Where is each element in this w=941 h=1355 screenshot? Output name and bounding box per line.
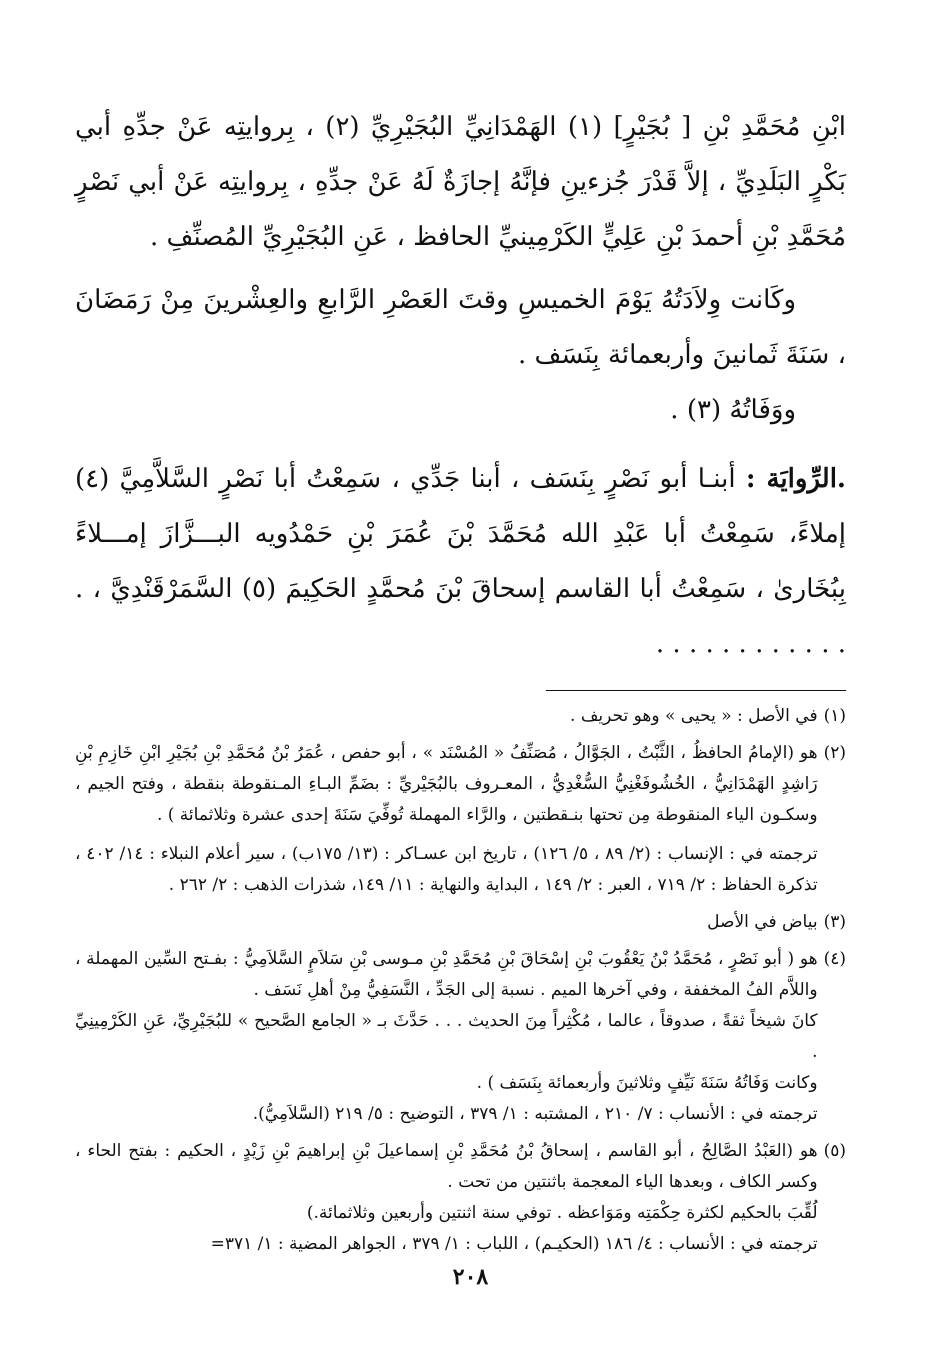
footnote-text: كانَ شيخاً ثقةً ، صدوقاً ، عالما ، مُكْثِراً مِنَ الحديث . . . حَدَّثَ بـ « الجامع الصَّحيح » للبُجَيْرِيِّ، عَنِ الكَرْمِينِيِّ . [75,1011,818,1062]
footnote-text: لُقِّبَ بالحكيم لكثرة حِكْمَتِه ومَوَاعظه . توفي سنة اثنتين وأربعين وثلاثمائة.) [306,1203,818,1223]
footnote-sources: ترجمته في : الأنساب : ٧/ ٢١٠ ، المشتبه : ١/ ٣٧٩ ، التوضيح : ٥/ ٢١٩ (السَّلاَمِيُّ). [252,1104,818,1124]
main-paragraph-1: ابْنِ مُحَمَّدِ بْنِ [ بُجَيْرٍ] (١) الهَمْدَانِيِّ البُجَيْرِيِّ (٢) ، بِروايتِه عَنْ جدِّهِ أبي بَكْرٍ البَلَدِيِّ ، إلاَّ قَدْرَ جُزءينِ فإنَّهُ إجازَةٌ لَهُ عَنْ جدِّهِ ، بِروايتِه عَنْ أبي نَصْرٍ مُحَمَّدِ بْنِ أحمدَ بْنِ عَلِيٍّ الكَرْمِينيِّ الحافظ ، عَنِ البُجَيْرِيِّ المُصنِّفِ . [75,112,847,252]
main-paragraph-3: ووَفَاتُهُ (٣) . [670,395,796,425]
footnote-number: (٣) [823,912,846,932]
riwaya-text: أبنـا أبو نَصْرٍ بِنَسَف ، أبنا جَدِّي ، سَمِعْتُ أبا نَصْرٍ السَّلاَّمِيَّ (٤) إملاءً، سَمِعْتُ أبا عَبْدِ الله مُحَمَّدَ بْنَ عُمَرَ بْنِ حَمْدُويه البـــزَّازَ إمـــلاءً بِبُخَارىٰ ، سَمِعْتُ أبا القاسم إسحاقَ بْنَ مُحمَّدٍ الحَكِيمَ (٥) السَّمَرْقَنْدِيَّ ، . . . . . . . . . . . . . [75,464,846,659]
footnote-text: هو (العَبْدُ الصَّالِحُ ، أبو القاسم ، إسحاقُ بْنُ مُحَمَّدِ بْنِ إسماعيلَ بْنِ إبراهيمَ بْنِ زَيْدٍ ، الحكيم : بفتح الحاء ، وكسر الكاف ، وبعدها الياء المعجمة باثنتين من تحت . [75,1141,818,1192]
riwaya-paragraph [75,452,846,672]
footnote-number: (٥) [823,1141,846,1161]
footnote-text: هو ( أبو نَصْرٍ ، مُحَمَّدُ بْنُ يَعْقُوبَ بْنِ إسْحَاقَ بْنِ مُحَمَّدِ بْنِ مـوسى بْنِ سَلاَمٍ السَّلاَمِيُّ : بفـتح السِّين المهملة ، واللاَّم الفُ المخففة ، وفي آخرها الميم . نسبة إلى الجَدِّ ، النَّسَفِيُّ مِنْ أهلِ نَسَف . [75,949,818,1000]
page-number: ٢٠٨ [452,1264,489,1290]
footnote-number: (١) [823,706,846,726]
footnote-text: بياض في الأصل [707,912,818,932]
footnote-text: هو (الإمامُ الحافظُ ، الثَّبْتُ ، الجَوَّالُ ، مُصَنِّفُ « المُسْنَد » ، أبو حفص ، عُمَرُ بْنُ مُحَمَّدِ بْنِ بُجَيْرِ ابْنِ خَازِمِ بْنِ رَاشِدٍ الهَمْدَانِيُّ ، الخُشُوفَغْنِيُّ السُّغْدِيُّ ، المعـروف بالبُجَيْريِّ : بضَمِّ البـاءِ المـنقوطة بنقطة ، وفتح الجيم ، وسكـون الياء المنقوطة مِن تحتها بنـقطتين ، والرَّاء المهملة تُوفِّيَ سَنَةَ إحدى عشرة وثلاثمائة ) . [75,743,818,825]
footnote-2 [75,738,846,901]
footnote-sources: ترجمته في : الأنساب : ٤/ ١٨٦ (الحكيـم) ، اللباب : ١/ ٣٧٩ ، الجواهر المضية : ١/ ٣٧١= [210,1234,818,1254]
footnote-5 [75,1136,846,1260]
footnote-text: في الأصل : « يحيى » وهو تحريف . [570,706,818,726]
footnote-1 [75,701,846,732]
main-text [75,100,846,672]
riwaya-label: .الرِّوايَة : [745,464,846,494]
footnote-number: (٢) [823,743,846,763]
footnote-number: (٤) [823,949,846,969]
footnote-text: وكانت وَفَاتُهُ سَنَةَ نَيِّفٍ وثلاثينَ وأربعمائة بِنَسَف ) . [476,1073,818,1093]
footnote-divider [546,690,846,691]
footnote-3 [75,907,846,938]
footnotes [75,701,846,1260]
main-paragraph-2: وكَانت وِلاَدَتُهُ يَوْمَ الخميسِ وقتَ العَصْرِ الرَّابعِ والعِشْرينَ مِنْ رَمَضَانَ ، سَنَةَ ثَمانينَ وأربعمائة بِنَسَف . [75,285,846,370]
footnote-sources: ترجمته في : الإنساب : (٢/ ٨٩ ، ٥/ ١٢٦) ، تاريخ ابن عسـاكر : (١٣/ ١٧٥ب) ، سير أعلام النبلاء : ١٤/ ٤٠٢ ، تذكرة الحفاظ : ٢/ ٧١٩ ، العبر : ٢/ ١٤٩ ، البداية والنهاية : ١١/ ١٤٩، شذرات الذهب : ٢/ ٢٦٢ . [75,844,818,895]
footnote-4 [75,944,846,1130]
